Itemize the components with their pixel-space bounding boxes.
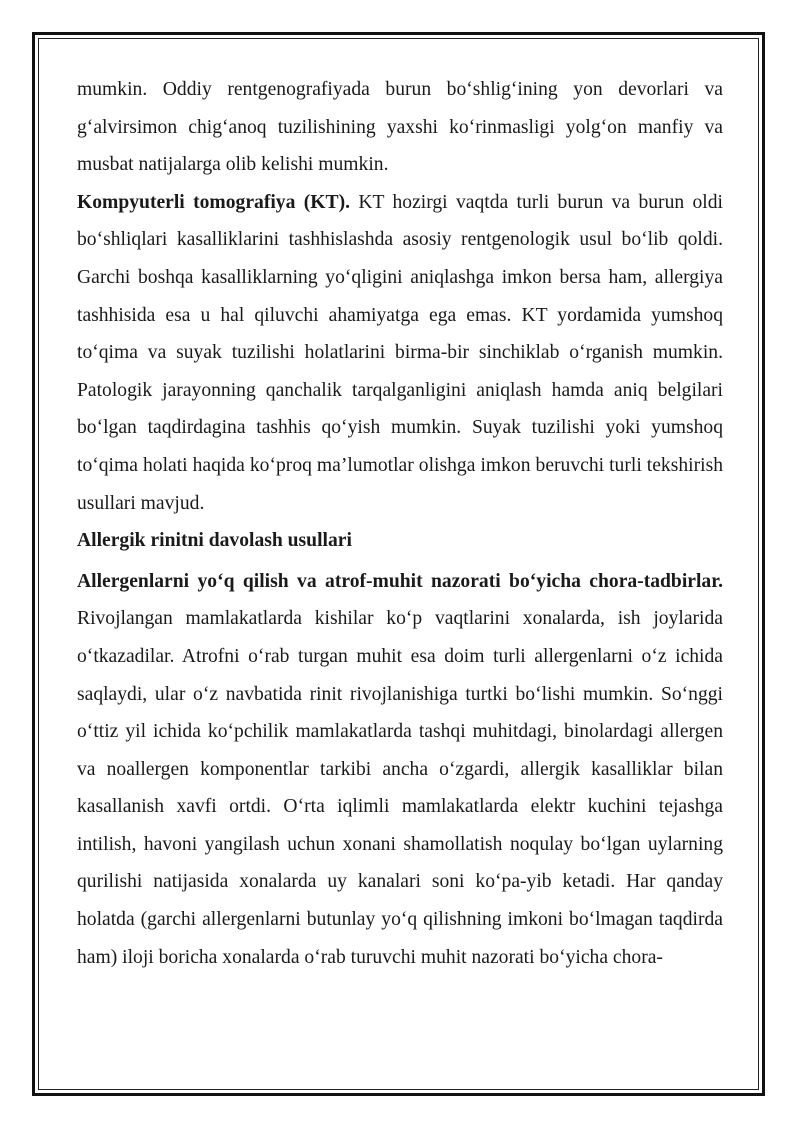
- paragraph-ct: [77, 184, 723, 522]
- paragraph-lead-ct: Kompyuterli tomografiya (KT).: [77, 191, 351, 213]
- section-heading: Allergik rinitni davolash usullari: [77, 530, 352, 552]
- paragraph-allergen-control: [77, 563, 723, 977]
- paragraph-lead-allergen-control: Allergenlarni yo‘q qilish va atrof-muhit nazorati bo‘yicha chora-tadbirlar.: [77, 570, 723, 592]
- paragraph-text: mumkin. Oddiy rentgenografiyada burun bo‘shlig‘ining yon devorlari va g‘alvirsimon chig‘anoq tuzilishining yaxshi ko‘rinmasligi yolg‘on manfiy va musbat natijalarga olib kelishi mumkin.: [77, 79, 723, 176]
- paragraph-body-ct: KT hozirgi vaqtda turli burun va burun oldi bo‘shliqlari kasalliklarini tashhislashda asosiy rentgenologik usul bo‘lib qoldi. Garchi boshqa kasalliklarning yo‘qligini aniqlashga imkon bersa ham, allergiya tashhisida esa u hal qiluvchi ahamiyatga ega emas. KT yordamida yumshoq to‘qima va suyak tuzilishi holatlarini birma-bir sinchiklab o‘rganish mumkin. Patologik jarayonning qanchalik tarqalganligini aniqlash hamda aniq belgilari bo‘lgan taqdirdagina tashhis qo‘yish mumkin. Suyak tuzilishi yoki yumshoq to‘qima holati haqida ko‘proq ma’lumotlar olishga imkon beruvchi turli tekshirish usullari mavjud.: [77, 191, 723, 514]
- paragraph-xray-conclusion: [77, 71, 723, 184]
- page-text: [77, 71, 723, 976]
- paragraph-body-allergen-control: Rivojlangan mamlakatlarda kishilar ko‘p vaqtlarini xonalarda, ish joylarida o‘tkazadilar. Atrofni o‘rab turgan muhit esa doim turli allergenlarni o‘z ichida saqlaydi, ular o‘z navbatida rinit rivojlanishiga turtki bo‘lishi mumkin. So‘nggi o‘ttiz yil ichida ko‘pchilik mamlakatlarda tashqi muhitdagi, binolardagi allergen va noallergen komponentlar tarkibi ancha o‘zgardi, allergik kasalliklar bilan kasallanish xavfi ortdi. O‘rta iqlimli mamlakatlarda elektr kuchini tejashga intilish, havoni yangilash uchun xonani shamollatish noqulay bo‘lgan uylarning qurilishi natijasida xonalarda uy kanalari soni ko‘pa-yib ketadi. Har qanday holatda (garchi allergenlarni butunlay yo‘q qilishning imkoni bo‘lmagan taqdirda ham) iloji boricha xonalarda o‘rab turuvchi muhit nazorati bo‘yicha chora-: [77, 608, 723, 968]
